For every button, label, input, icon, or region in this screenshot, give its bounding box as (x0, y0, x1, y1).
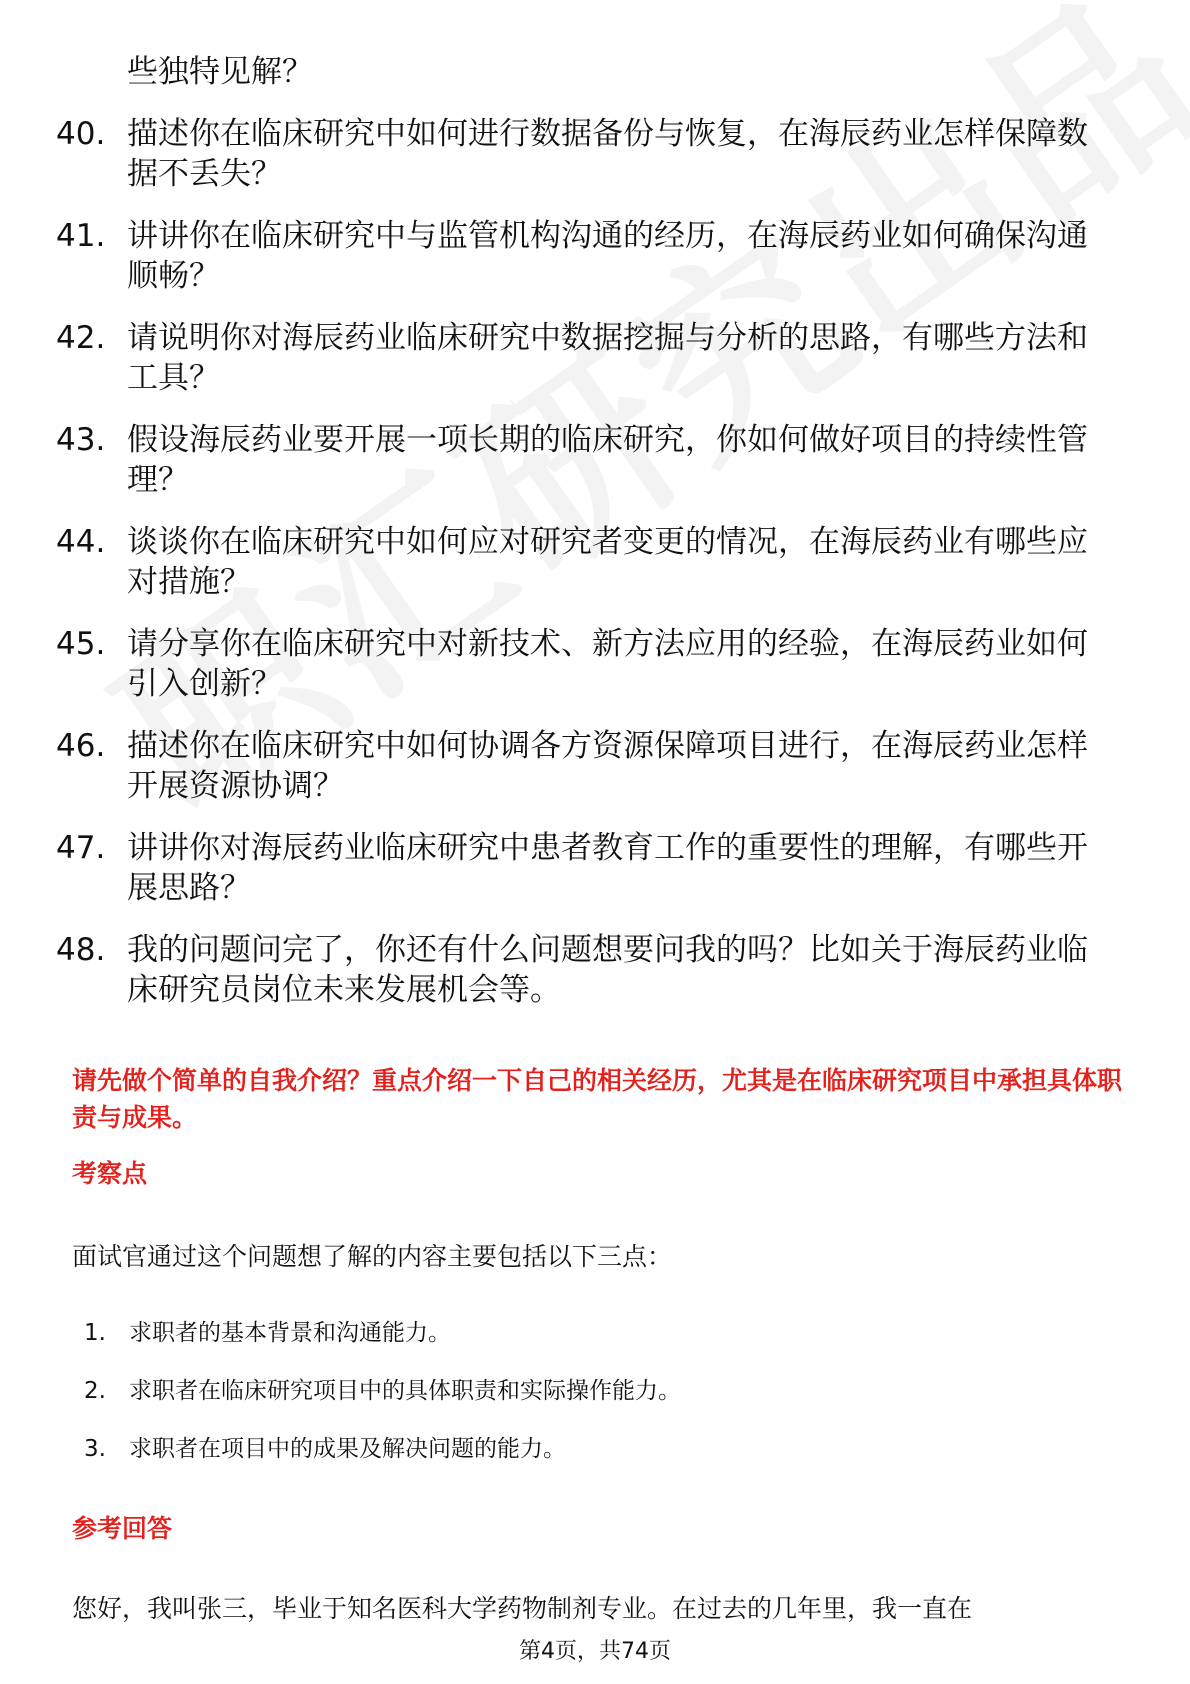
featured-question: 请先做个简单的自我介绍？重点介绍一下自己的相关经历，尤其是在临床研究项目中承担具体职责与成果。 (72, 1066, 1123, 1132)
reference-title: 参考回答 (72, 1514, 173, 1543)
question-number: 45. (56, 626, 106, 662)
list-item (84, 1434, 681, 1464)
question-item (56, 624, 1116, 704)
question-text: 讲讲你对海辰药业临床研究中患者教育工作的重要性的理解，有哪些开展思路？ (127, 830, 1088, 906)
question-number: 42. (56, 320, 106, 356)
question-item (56, 828, 1116, 908)
list-item (84, 1318, 681, 1348)
list-item-text: 求职者在项目中的成果及解决问题的能力。 (129, 1436, 566, 1462)
question-text: 谈谈你在临床研究中如何应对研究者变更的情况，在海辰药业有哪些应对措施？ (127, 524, 1088, 600)
question-item (56, 216, 1116, 296)
question-number: 41. (56, 218, 106, 254)
question-text: 请分享你在临床研究中对新技术、新方法应用的经验，在海辰药业如何引入创新？ (127, 626, 1088, 702)
list-item-text: 求职者在临床研究项目中的具体职责和实际操作能力。 (129, 1378, 681, 1404)
question-text: 讲讲你在临床研究中与监管机构沟通的经历，在海辰药业如何确保沟通顺畅？ (127, 218, 1088, 294)
list-item-number: 2. (84, 1378, 106, 1404)
question-number: 44. (56, 524, 106, 560)
list-item-number: 1. (84, 1320, 106, 1346)
question-item (56, 318, 1116, 398)
question-item (56, 114, 1116, 194)
question-text: 请说明你对海辰药业临床研究中数据挖掘与分析的思路，有哪些方法和工具？ (127, 320, 1088, 396)
assessment-intro: 面试官通过这个问题想了解的内容主要包括以下三点： (72, 1242, 673, 1271)
assessment-title: 考察点 (72, 1159, 148, 1188)
question-number: 43. (56, 422, 106, 458)
question-text: 假设海辰药业要开展一项长期的临床研究，你如何做好项目的持续性管理？ (127, 422, 1088, 498)
question-number: 46. (56, 728, 106, 764)
question-text: 描述你在临床研究中如何进行数据备份与恢复，在海辰药业怎样保障数据不丢失？ (127, 116, 1088, 192)
question-text: 描述你在临床研究中如何协调各方资源保障项目进行，在海辰药业怎样开展资源协调？ (127, 728, 1088, 804)
question-39-continuation: 些独特见解？ (127, 54, 313, 90)
question-text: 我的问题问完了，你还有什么问题想要问我的吗？比如关于海辰药业临床研究员岗位未来发展机会等。 (127, 932, 1088, 1008)
reference-answer-text: 您好，我叫张三，毕业于知名医科大学药物制剂专业。在过去的几年里，我一直在 (72, 1594, 973, 1623)
question-number: 47. (56, 830, 106, 866)
question-item (56, 726, 1116, 806)
list-item-text: 求职者的基本背景和沟通能力。 (129, 1320, 451, 1346)
question-number: 40. (56, 116, 106, 152)
question-item (56, 420, 1116, 500)
list-item (84, 1376, 681, 1406)
question-list (56, 114, 1116, 1032)
page-footer: 第4页，共74页 (519, 1639, 671, 1664)
assessment-points (84, 1318, 681, 1492)
question-item (56, 522, 1116, 602)
question-item (56, 930, 1116, 1010)
list-item-number: 3. (84, 1436, 106, 1462)
question-number: 48. (56, 932, 106, 968)
